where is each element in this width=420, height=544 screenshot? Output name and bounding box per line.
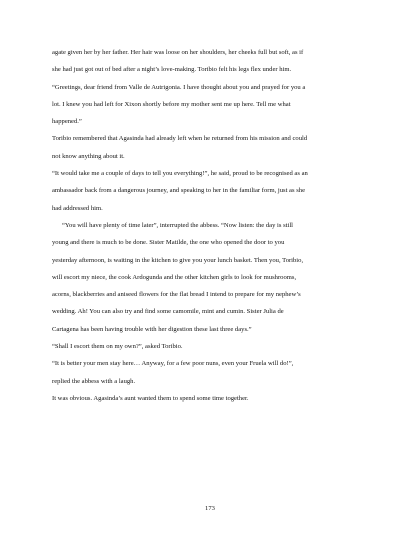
text-line: she had just got out of bed after a night’s love-making. Toribio felt his legs flex under him.	[52, 66, 292, 74]
text-line: replied the abbess with a laugh.	[52, 377, 136, 385]
text-line: Cartagena has been having trouble with her digestion these last three days.”	[52, 325, 252, 333]
text-line: It was obvious. Agasinda’s aunt wanted them to spend some time together.	[52, 394, 249, 402]
text-line: wedding. Ah! You can also try and find some camomile, mint and cumin. Sister Julia de	[52, 308, 284, 316]
text-line: “It would take me a couple of days to tell you everything!”, he said, proud to be recognised as an	[52, 170, 308, 178]
text-line: agate given her by her father. Her hair was loose on her shoulders, her cheeks full but soft, as if	[52, 49, 304, 56]
page-number: 173	[205, 505, 215, 512]
text-line: “Shall I escort them on my own?”, asked Toribio.	[52, 343, 183, 351]
text-line: Toribio remembered that Agasinda had already left when he returned from his mission and could	[52, 135, 308, 143]
text-line: “Greetings, dear friend from Valle de Autrigonia. I have thought about you and prayed for you a	[52, 83, 306, 91]
text-line: not know anything about it.	[52, 152, 125, 160]
text-line: happened.”	[52, 118, 82, 126]
text-line: will escort my niece, the cook Ardogunda and the other kitchen girls to look for mushrooms,	[52, 273, 297, 281]
text-line: had addressed him.	[52, 204, 103, 212]
text-line: “You will have plenty of time later”, interrupted the abbess. “Now listen: the day is still	[62, 221, 293, 229]
text-line: ambassador back from a dangerous journey, and speaking to her in the familiar form, just as she	[52, 187, 305, 195]
text-line: yesterday afternoon, is waiting in the kitchen to give you your lunch basket. Then you, Toribio,	[52, 256, 304, 264]
text-line: young and there is much to be done. Sister Matilde, the one who opened the door to you	[52, 239, 285, 247]
text-line: “It is better your men stay here… Anyway, for a few poor nuns, even your Fruela will do!”,	[52, 360, 294, 368]
text-line: lot. I knew you had left for Xixon shortly before my mother sent me up here. Tell me what	[52, 100, 291, 108]
text-line: acorns, blackberries and aniseed flowers for the flat bread I intend to prepare for my nephew’s	[52, 291, 301, 299]
body-text	[52, 44, 374, 407]
